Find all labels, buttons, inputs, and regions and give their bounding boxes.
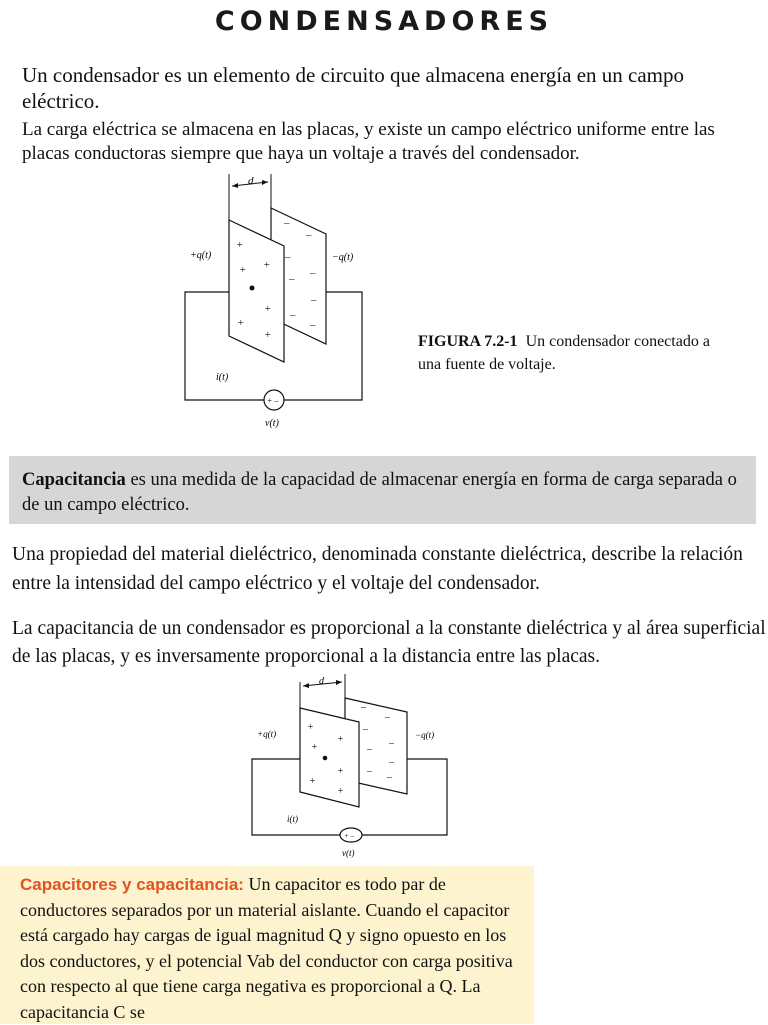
svg-text:–: – — [389, 738, 394, 749]
svg-text:–: – — [389, 757, 394, 768]
svg-text:+: + — [337, 734, 344, 745]
svg-text:+: + — [309, 776, 316, 787]
fig2-d-label: d — [319, 676, 324, 687]
figure-caption-text: Un condensador conectado a una fuente de voltaje. — [418, 333, 710, 373]
svg-text:+: + — [236, 239, 244, 251]
capacitor-figure-1 — [170, 168, 400, 433]
svg-text:–: – — [385, 712, 390, 723]
capacitors-info — [20, 872, 530, 1025]
svg-text:–: – — [310, 319, 316, 331]
svg-text:+ –: + – — [267, 396, 279, 405]
svg-text:+: + — [264, 329, 272, 341]
capacitance-definition — [22, 468, 752, 518]
fig2-i-label: i(t) — [287, 814, 298, 824]
figure-number: FIGURA 7.2-1 — [418, 333, 518, 350]
svg-text:+: + — [337, 786, 344, 797]
svg-text:+: + — [264, 303, 272, 315]
fig1-d-label: d — [248, 175, 254, 187]
svg-text:+ –: + – — [344, 832, 354, 840]
svg-text:–: – — [306, 229, 312, 241]
dielectric-paragraph: Una propiedad del material dieléctrico, denominada constante dieléctrica, describe la relación entre la intensidad del campo eléctrico y el voltaje del condensador. — [12, 544, 743, 594]
fig2-pos-label: +q(t) — [257, 729, 277, 739]
svg-text:+: + — [239, 264, 247, 276]
fig1-i-label: i(t) — [216, 372, 229, 383]
fig1-neg-label: −q(t) — [332, 252, 354, 263]
charge-paragraph: La carga eléctrica se almacena en las placas, y existe un campo eléctrico uniforme entre las placas conductoras siempre que haya un voltaje a través del condensador. — [22, 119, 715, 164]
svg-text:–: – — [367, 744, 372, 755]
svg-text:–: – — [289, 273, 295, 285]
figure-caption — [418, 330, 718, 376]
capacitors-heading: Capacitores y capacitancia: — [20, 875, 244, 894]
capacitance-term: Capacitancia — [22, 470, 126, 490]
svg-text:–: – — [290, 309, 296, 321]
page-title: CONDENSADORES — [214, 6, 554, 37]
proportional-paragraph: La capacitancia de un condensador es proporcional a la constante dieléctrica y al área superficial de las placas, y es inversamente proporcional a la distancia entre las placas. — [12, 618, 766, 667]
capacitors-body: Un capacitor es todo par de conductores separados por un material aislante. Cuando el capacitor está cargado hay cargas de igual magnitud Q y signo opuesto en los dos conductores, y el potencial Vab del conductor con carga positiva con respecto al que tiene carga negativa es proporcional a Q. La capacitancia C se — [20, 874, 513, 1022]
svg-text:–: – — [284, 217, 290, 229]
svg-text:+: + — [237, 317, 245, 329]
svg-text:+: + — [263, 259, 271, 271]
svg-text:–: – — [310, 267, 316, 279]
capacitor-figure-2 — [245, 670, 475, 862]
fig2-v-label: v(t) — [342, 848, 355, 858]
fig1-v-label: v(t) — [265, 418, 279, 429]
svg-text:+: + — [307, 722, 314, 733]
fig2-neg-label: −q(t) — [415, 730, 435, 740]
svg-text:–: – — [367, 766, 372, 777]
svg-text:–: – — [387, 772, 392, 783]
fig1-pos-label: +q(t) — [190, 250, 212, 261]
svg-text:+: + — [337, 766, 344, 777]
svg-text:+: + — [311, 742, 318, 753]
svg-text:–: – — [285, 251, 291, 263]
svg-text:–: – — [311, 294, 317, 306]
svg-text:–: – — [361, 702, 366, 713]
capacitance-definition-text: es una medida de la capacidad de almacenar energía en forma de carga separada o de un campo eléctrico. — [22, 470, 737, 515]
intro-paragraph: Un condensador es un elemento de circuito que almacena energía en un campo eléctrico. — [22, 63, 685, 113]
svg-text:–: – — [363, 724, 368, 735]
